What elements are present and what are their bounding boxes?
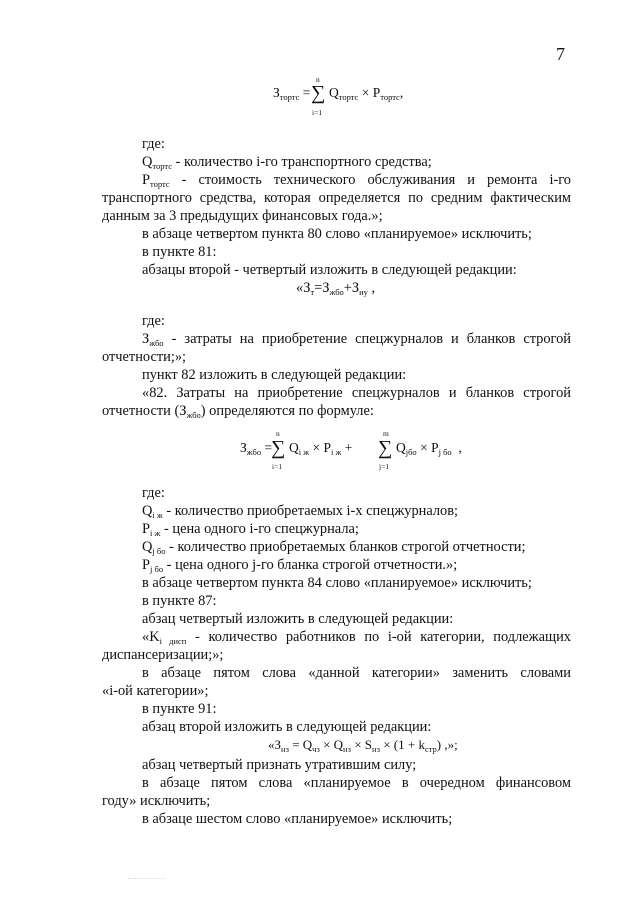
sum1-lower-limit: i=1 [272,462,283,471]
sum-symbol: ∑ [311,82,326,104]
where-label-2: где: [142,313,165,329]
definition-qi: $Q_{i ж}$ - количество приобретаемых i-х спецжурналов; [142,503,459,520]
definition-pi: $P_{i ж}$ - цена одного i-го спецжурнала; [142,521,359,538]
item-82-text-line1: «82. Затраты на приобретение спецжурналов и бланков строгой [142,385,571,401]
amendment-item-81: в пункте 81: [142,244,217,260]
formula-journals-term1: $Q_{i ж} \times P_{i ж}$ + [289,440,353,457]
definition-pj: $P_{j бо}$ - цена одного j-го бланка строгой отчетности.»; [142,557,458,574]
definition-q: $Q_{тортс}$ - количество i-го транспортного средства; [142,154,432,171]
amendment-item-91: в пункте 91: [142,701,217,717]
definition-k-line2: диспансеризации;»; [102,647,224,663]
formula-maintenance-cost: $З_{тортс}$ = [273,85,311,102]
amendment-item-80: в абзаце четвертом пункта 80 слово «планируемое» исключить; [142,226,532,242]
item-91-paragraph5-line1: в абзаце пятом слова «планируемое в очередном финансовом [142,775,571,791]
formula-journals-term2: $Q_{jбо} \times P_{j бо}$ , [396,440,462,457]
formula-maintenance-terms: $Q_{тортс} \times P_{тортс}$, [329,85,404,102]
sum1-upper-limit: n [276,429,280,438]
amendment-item-81-text: абзацы второй - четвертый изложить в следующей редакции: [142,262,517,278]
definition-zjbo-line2: отчетности;»; [102,349,187,365]
amendment-item-87: в пункте 87: [142,593,217,609]
definition-p-line2: транспортного средства, которая определяется по средним фактическим [102,190,571,206]
amendment-item-87-text: абзац четвертый изложить в следующей редакции: [142,611,454,627]
where-label: где: [142,136,165,152]
sum2-upper-limit: m [383,429,389,438]
item-87-replace-line1: в абзаце пятом слова «данной категории» заменить словами [142,665,571,681]
definition-p-line3: данным за 3 предыдущих финансовых года.»; [102,208,383,224]
formula-medical-cost: «$З_{нз} = Q_{чз} \times Q_{нз} \times S_{нз} \times (1 + k_{стр})$ ,»; [268,737,458,754]
sum2-lower-limit: j=1 [379,462,390,471]
sum-lower-limit: i=1 [312,108,323,117]
scan-artifact [128,870,164,879]
item-91-paragraph4: абзац четвертый признать утратившим силу; [142,757,417,773]
formula-journals-lhs: $З_{жбо}$ = [240,440,273,457]
item-91-paragraph5-line2: году» исключить; [102,793,211,809]
item-82-text-line2: отчетности $(З_{жбо})$ определяются по формуле: [102,403,374,420]
formula-total-cost: «$З_т=З_{жбо}+З_{иу}$ , [296,280,376,297]
definition-p-line1: $P_{тортс}$ - стоимость технического обслуживания и ремонта i-го [142,172,571,189]
sum-upper-limit: n [316,75,320,84]
item-87-replace-line2: «i-ой категории»; [102,683,209,699]
item-91-paragraph6: в абзаце шестом слово «планируемое» исключить; [142,811,453,827]
sum1-symbol: ∑ [271,437,286,459]
definition-qj: $Q_{j бо}$ - количество приобретаемых бланков строгой отчетности; [142,539,526,556]
definition-zjbo-line1: $З_{жбо}$ - затраты на приобретение спецжурналов и бланков строгой [142,331,571,348]
where-label-3: где: [142,485,165,501]
page-number: 7 [556,44,565,64]
definition-k-line1: «$K_{i дисп}$ - количество работников по i-ой категории, подлежащих [142,629,571,646]
amendment-item-91-text: абзац второй изложить в следующей редакции: [142,719,432,735]
amendment-item-84: в абзаце четвертом пункта 84 слово «планируемое» исключить; [142,575,532,591]
amendment-item-82: пункт 82 изложить в следующей редакции: [142,367,407,383]
sum2-symbol: ∑ [378,437,393,459]
